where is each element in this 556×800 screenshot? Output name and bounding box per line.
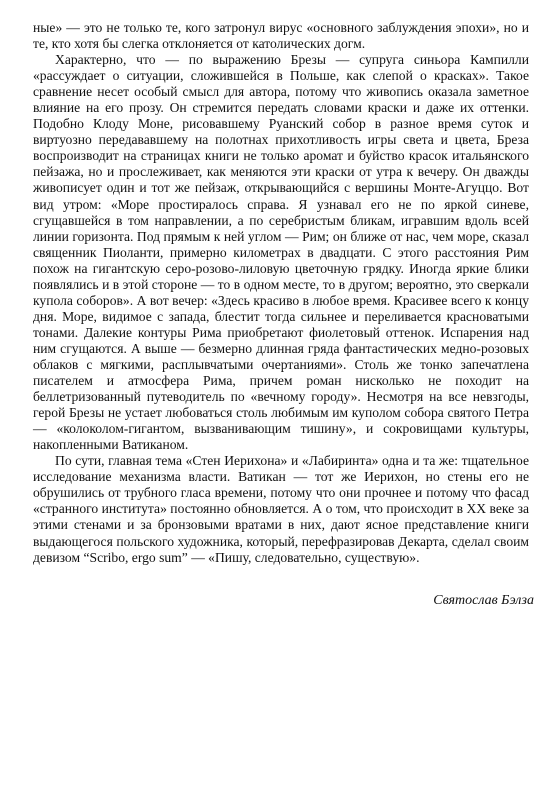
author-signature: Святослав Бэлза bbox=[433, 593, 534, 608]
paragraph-main-theme: По сути, главная тема «Стен Иерихона» и «Лабиринта» одна и та же: тщательное исследование механизма власти. Ватикан — тот же Иерихон, но стены его не обрушились от трубного гласа времени, потому что они прочнее и потому что фасад «странного института» постоянно обновляется. А о том, что происходит в XX веке за этими стенами и за бронзовыми вратами в них, дают ясное представление книги выдающегося польского художника, который, перефразировав Декарта, сделал своим девизом “Scribo, ergo sum” — «Пишу, следовательно, существую». bbox=[33, 453, 529, 565]
paragraph-painting: Характерно, что — по выражению Брезы — супруга синьора Кампилли «рассуждает о ситуации, сложившейся в Польше, как слепой о красках». Такое сравнение несет особый смысл для автора, потому что живопись оказала заметное влияние на его прозу. Он стремится передать словами краски и даже их оттенки. Подобно Клоду Моне, рисовавшему Руанский собор в разное время суток и виртуозно передававшему на полотнах прихотливость игры света и цвета, Бреза воспроизводит на страницах книги не только аромат и буйство красок итальянского пейзажа, но и прослеживает, как меняются эти краски от утра к вечеру. Он дважды живописует один и тот же пейзаж, открывающийся с вершины Монте-Агуццо. Вот вид утром: «Море простиралось справа. Я узнавал его не по яркой синеве, сгущавшейся в том направлении, а по серебристым бликам, игравшим вдоль всей линии горизонта. Под прямым к ней углом — Рим; он ближе от нас, чем море, сказал священник Пиоланти, примерно километрах в двадцати. С этого расстояния Рим похож на гигантскую серо-розово-лиловую цветочную грядку. Иногда яркие блики появлялись и в этой стороне — то в одном месте, то в другом; вероятно, это сверкали купола соборов». А вот вечер: «Здесь красиво в любое время. Красивее всего к концу дня. Море, видимое с запада, блестит тогда сильнее и переливается красноватыми тонами. Далекие контуры Рима приобретают фиолетовый оттенок. Испарения над ним сгущаются. А выше — безмерно длинная гряда фантастических медно-розовых облаков с мягкими, расплывчатыми очертаниями». Столь же тонко запечатлена писателем и атмосфера Рима, причем роман нисколько не походит на беллетризованный путеводитель по «вечному городу». Несмотря на все невзгоды, герой Брезы не устает любоваться столь любимым им куполом собора святого Петра — «колоколом-гигантом, вызванивающим тишину», и сокровищами культуры, накопленными Ватиканом. bbox=[33, 52, 529, 453]
paragraph-continuation: ные» — это не только те, кого затронул вирус «основного заблуждения эпохи», но и те, кто хотя бы слегка отклоняется от католических догм. bbox=[33, 20, 529, 52]
article-body bbox=[33, 20, 529, 566]
